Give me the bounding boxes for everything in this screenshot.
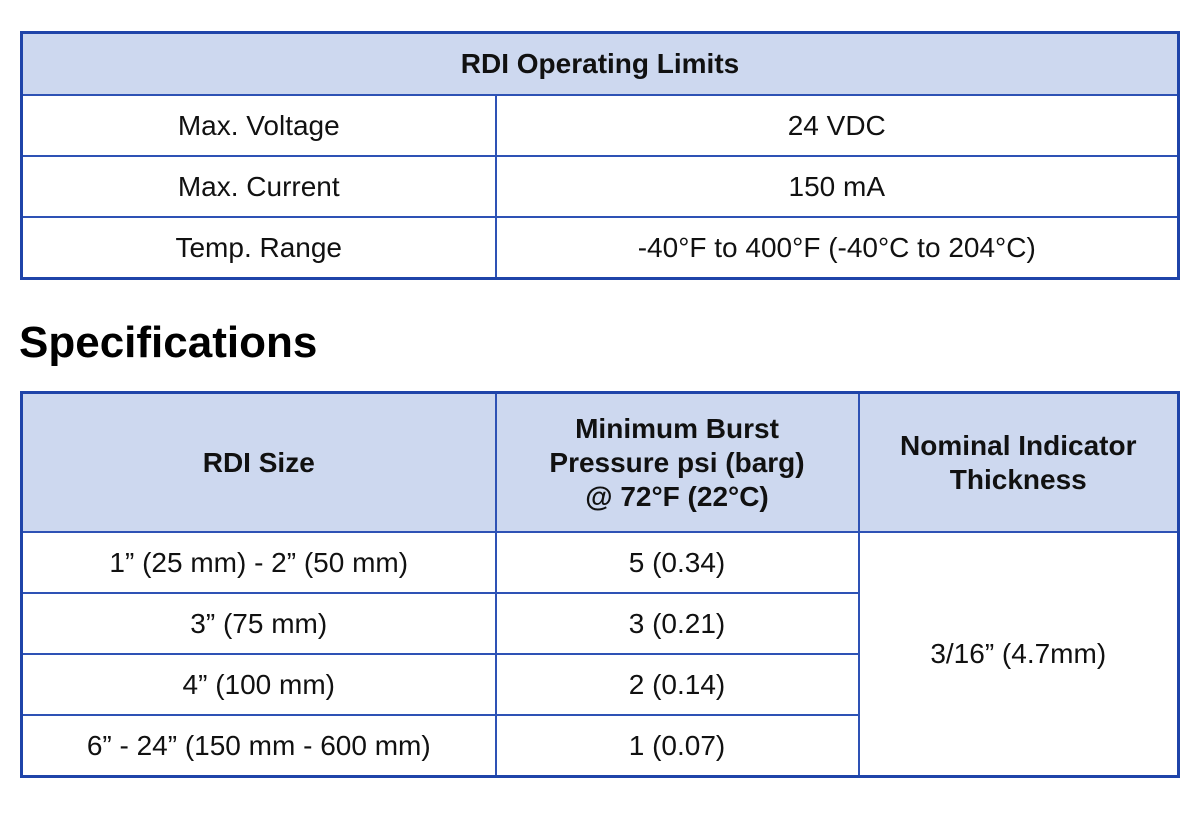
header-thickness: [859, 393, 1179, 533]
operating-limits-table: [20, 31, 1180, 280]
table-row: [22, 95, 1179, 156]
limit-label: Temp. Range: [22, 217, 496, 279]
table-header-row: [22, 393, 1179, 533]
burst-pressure-cell: 3 (0.21): [496, 593, 859, 654]
header-burst-line: Pressure psi (barg): [549, 446, 805, 478]
limit-label: Max. Voltage: [22, 95, 496, 156]
header-burst-line: Minimum Burst: [575, 412, 779, 444]
header-burst-pressure: [496, 393, 859, 533]
header-thickness-line: Nominal Indicator: [900, 429, 1137, 461]
header-rdi-size: RDI Size: [22, 393, 496, 533]
rdi-size-cell: 4” (100 mm): [22, 654, 496, 715]
operating-limits-title: RDI Operating Limits: [22, 33, 1179, 96]
table-row: [22, 532, 1179, 593]
specifications-table: [20, 391, 1180, 778]
table-row: [22, 156, 1179, 217]
rdi-size-cell: 6” - 24” (150 mm - 600 mm): [22, 715, 496, 777]
rdi-size-cell: 3” (75 mm): [22, 593, 496, 654]
specifications-heading: Specifications: [19, 318, 318, 367]
burst-pressure-cell: 1 (0.07): [496, 715, 859, 777]
limit-value: -40°F to 400°F (-40°C to 204°C): [496, 217, 1179, 279]
thickness-cell: 3/16” (4.7mm): [859, 532, 1179, 777]
table-row: [22, 217, 1179, 279]
burst-pressure-cell: 2 (0.14): [496, 654, 859, 715]
limit-value: 24 VDC: [496, 95, 1179, 156]
table-header-row: [22, 33, 1179, 96]
header-thickness-line: Thickness: [949, 463, 1087, 495]
burst-pressure-cell: 5 (0.34): [496, 532, 859, 593]
limit-label: Max. Current: [22, 156, 496, 217]
rdi-size-cell: 1” (25 mm) - 2” (50 mm): [22, 532, 496, 593]
header-burst-line: @ 72°F (22°C): [585, 480, 769, 512]
limit-value: 150 mA: [496, 156, 1179, 217]
